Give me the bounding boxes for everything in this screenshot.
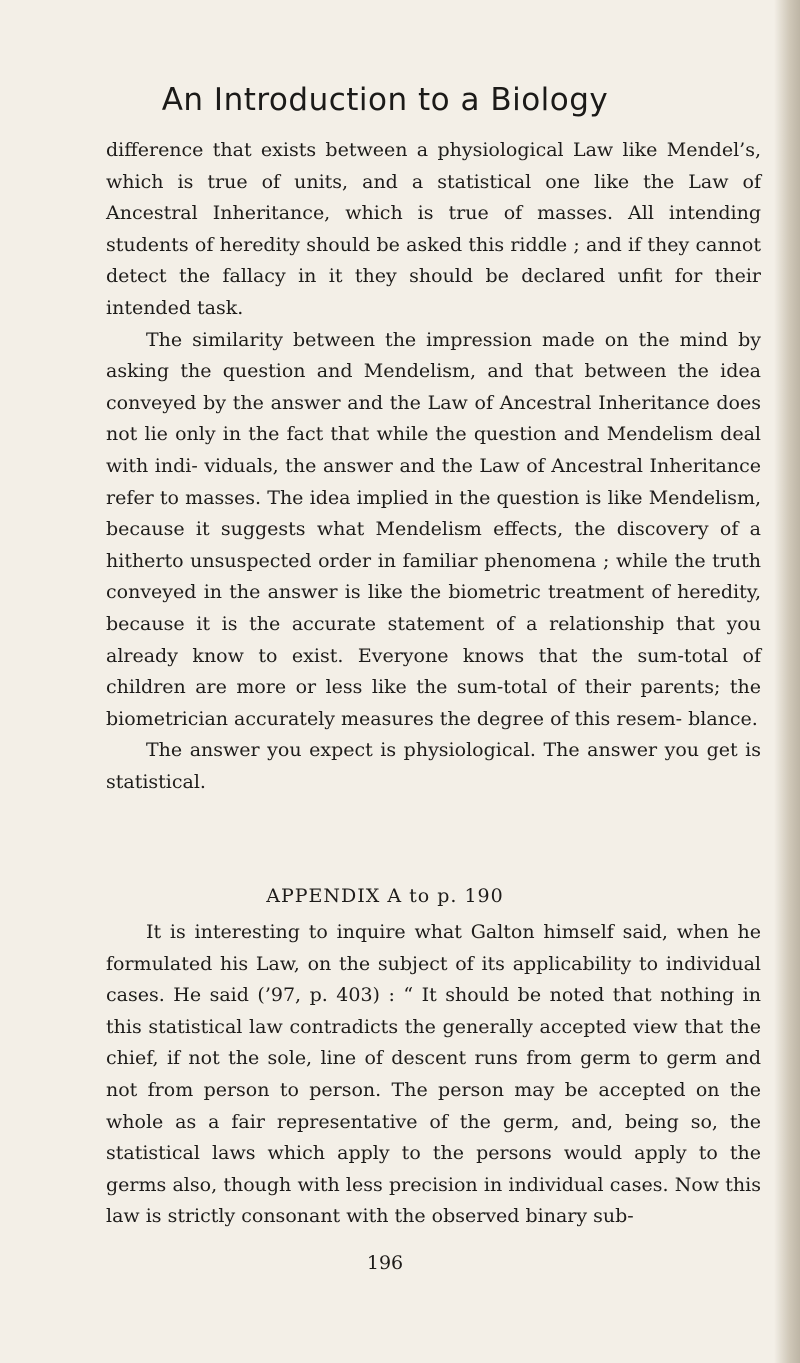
appendix-heading: APPENDIX A to p. 190 — [266, 885, 504, 907]
page-number: 196 — [366, 1252, 404, 1274]
appendix-text — [106, 917, 761, 1233]
paragraph: The answer you expect is physiological. The answer you get is statistical. — [106, 739, 761, 793]
running-header: An Introduction to a Biology — [161, 82, 609, 118]
appendix-paragraph: It is interesting to inquire what Galton himself said, when he formulated his Law, on the subject of its applicability to individual cases. He said (’97, p. 403) : “ It should be noted that nothing in this statistical law contradicts the generally accepted view that the chief, if not the sole, line of descent runs from germ to germ and not from person to person. The person may be accepted on the whole as a fair representative of the germ, and, being so, the statistical laws which apply to the persons would apply to the germs also, though with less precision in individual cases. Now this law is strictly consonant with the observed binary sub- — [106, 921, 761, 1228]
main-text — [106, 135, 761, 798]
page-edge-shadow — [774, 0, 800, 1363]
paragraph: The similarity between the impression made on the mind by asking the question and Mendelism, and that between the idea conveyed by the answer and the Law of Ancestral Inheritance does not lie only in the fact that while the question and Mendelism deal with indi- viduals, the answer and the Law of Ancestral Inheritance refer to masses. The idea implied in the question is like Mendelism, because it suggests what Mendelism effects, the discovery of a hitherto unsuspected order in familiar phenomena ; while the truth conveyed in the answer is like the biometric treatment of heredity, because it is the accurate statement of a relationship that you already know to exist. Everyone knows that the sum-total of children are more or less like the sum-total of their parents; the biometrician accurately measures the degree of this resem- blance. — [106, 328, 761, 730]
paragraph-continued: difference that exists between a physiological Law like Mendel’s, which is true of units, and a statistical one like the Law of Ancestral Inheritance, which is true of masses. All intending students of heredity should be asked this riddle ; and if they cannot detect the fallacy in it they should be declared unfit for their intended task. — [106, 139, 761, 319]
